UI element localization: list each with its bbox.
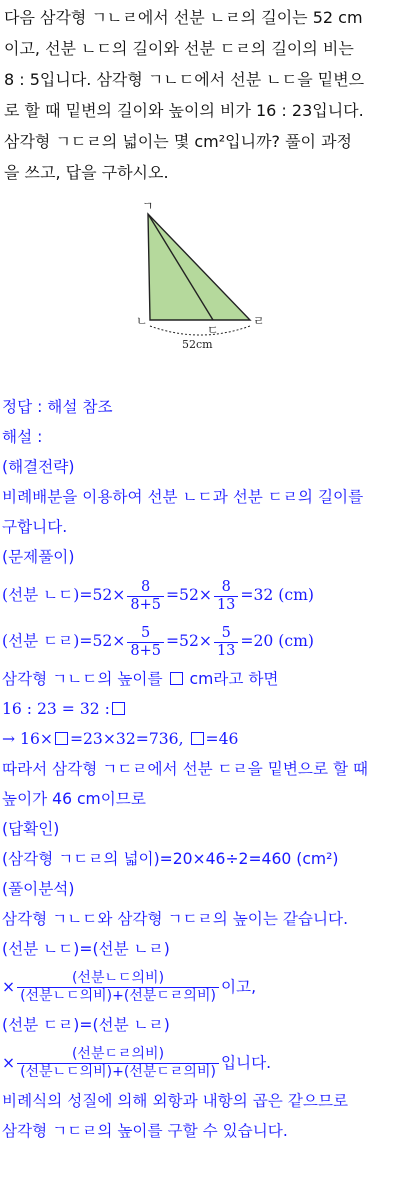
base-brace xyxy=(150,326,250,335)
fraction-numerator: 8 xyxy=(214,579,238,597)
fraction-denominator: 8+5 xyxy=(130,642,161,659)
question-line: 이고, 선분 ㄴㄷ의 길이와 선분 ㄷㄹ의 길이의 비는 xyxy=(4,39,354,58)
height-text-a: 삼각형 ㄱㄴㄷ의 높이를 xyxy=(2,670,163,688)
times-sign: × xyxy=(2,1054,16,1072)
arrow-text-a: → 16× xyxy=(2,730,53,748)
fraction-denominator: 8+5 xyxy=(130,596,161,613)
fraction-tail: 이고, xyxy=(220,978,257,996)
analysis-label: (풀이분석) xyxy=(2,880,75,898)
ratio-line xyxy=(2,694,398,724)
problem-label: (문제풀이) xyxy=(2,548,75,566)
fraction xyxy=(127,579,164,614)
question-line: 삼각형 ㄱㄷㄹ의 넓이는 몇 cm²입니까? 풀이 과정 xyxy=(4,132,353,151)
solution-section xyxy=(2,392,398,1146)
times-sign: × xyxy=(2,978,16,996)
question-line: 다음 삼각형 ㄱㄴㄹ에서 선분 ㄴㄹ의 길이는 52 cm xyxy=(4,8,363,27)
fraction-numerator: (선분ㄷㄹ의비) xyxy=(17,1046,219,1064)
eq-rhs: =20 (cm) xyxy=(240,632,314,650)
blank-box xyxy=(170,672,183,685)
fraction-numerator: 5 xyxy=(127,625,164,643)
analysis-text-1: 삼각형 ㄱㄴㄷ와 삼각형 ㄱㄷㄹ의 높이는 같습니다. xyxy=(2,910,349,928)
fraction-tail: 입니다. xyxy=(220,1054,272,1072)
question-text xyxy=(4,2,398,188)
fraction xyxy=(17,1046,219,1081)
segment-dr-fraction xyxy=(2,1040,398,1086)
strategy-text-2: 구합니다. xyxy=(2,518,68,536)
fraction-denominator: (선분ㄴㄷ의비)+(선분ㄷㄹ의비) xyxy=(20,1064,216,1080)
eq-rhs: =32 (cm) xyxy=(240,586,314,604)
fraction-denominator: 13 xyxy=(216,596,236,613)
fraction xyxy=(214,625,238,660)
segment-dr-line: (선분 ㄷㄹ)=(선분 ㄴㄹ) xyxy=(2,1016,170,1034)
strategy-label: (해결전략) xyxy=(2,458,75,476)
triangle-shape xyxy=(148,214,250,320)
height-text-b: cm라고 하면 xyxy=(189,670,279,688)
area-line: (삼각형 ㄱㄷㄹ의 넓이)=20×46÷2=460 (cm²) xyxy=(2,850,339,868)
segment-nd-fraction xyxy=(2,964,398,1010)
eq-lhs: (선분 ㄷㄹ)=52× xyxy=(2,632,126,650)
ratio-text: 16 : 23 = 32 : xyxy=(2,700,110,718)
fraction-denominator: 13 xyxy=(216,642,236,659)
base-length-label: 52cm xyxy=(182,338,213,351)
fraction xyxy=(127,625,164,660)
segment-nd-line: (선분 ㄴㄷ)=(선분 ㄴㄹ) xyxy=(2,940,170,958)
question-line: 을 쓰고, 답을 구하시오. xyxy=(4,163,169,182)
question-line: 로 할 때 밑변의 길이와 높이의 비가 16 : 23입니다. xyxy=(4,101,364,120)
question-line: 8 : 5입니다. 삼각형 ㄱㄴㄷ에서 선분 ㄴㄷ을 밑변으 xyxy=(4,70,365,89)
eq-mid: =52× xyxy=(165,586,212,604)
fraction-numerator: (선분ㄴㄷ의비) xyxy=(17,970,219,988)
arrow-line xyxy=(2,724,398,754)
triangle-figure xyxy=(120,192,290,352)
explain-label: 해설 : xyxy=(2,428,43,446)
blank-box xyxy=(112,702,125,715)
final-text-1: 비례식의 성질에 의해 외항과 내항의 곱은 같으므로 xyxy=(2,1092,349,1110)
final-text-2: 삼각형 ㄱㄷㄹ의 높이를 구할 수 있습니다. xyxy=(2,1122,288,1140)
fraction xyxy=(17,970,219,1005)
height-line xyxy=(2,664,398,694)
vertex-label-left: ㄴ xyxy=(136,314,148,328)
vertex-label-top: ㄱ xyxy=(142,199,154,213)
check-label: (답확인) xyxy=(2,820,60,838)
vertex-label-mid: ㄷ xyxy=(207,323,219,337)
fraction xyxy=(214,579,238,614)
fraction-numerator: 8 xyxy=(127,579,164,597)
arrow-text-b: =23×32=736, xyxy=(69,730,184,748)
eq-lhs: (선분 ㄴㄷ)=52× xyxy=(2,586,126,604)
arrow-text-c: =46 xyxy=(205,730,239,748)
blank-box xyxy=(191,732,204,745)
fraction-numerator: 5 xyxy=(214,625,238,643)
therefore-1: 따라서 삼각형 ㄱㄷㄹ에서 선분 ㄷㄹ을 밑변으로 할 때 xyxy=(2,760,369,778)
answer-line: 정답 : 해설 참조 xyxy=(2,398,113,416)
therefore-2: 높이가 46 cm이므로 xyxy=(2,790,146,808)
vertex-label-right: ㄹ xyxy=(253,314,265,328)
eq-mid: =52× xyxy=(165,632,212,650)
equation-nd xyxy=(2,572,398,618)
blank-box xyxy=(55,732,68,745)
strategy-text-1: 비례배분을 이용하여 선분 ㄴㄷ과 선분 ㄷㄹ의 길이를 xyxy=(2,488,364,506)
equation-dr xyxy=(2,618,398,664)
fraction-denominator: (선분ㄴㄷ의비)+(선분ㄷㄹ의비) xyxy=(20,988,216,1004)
